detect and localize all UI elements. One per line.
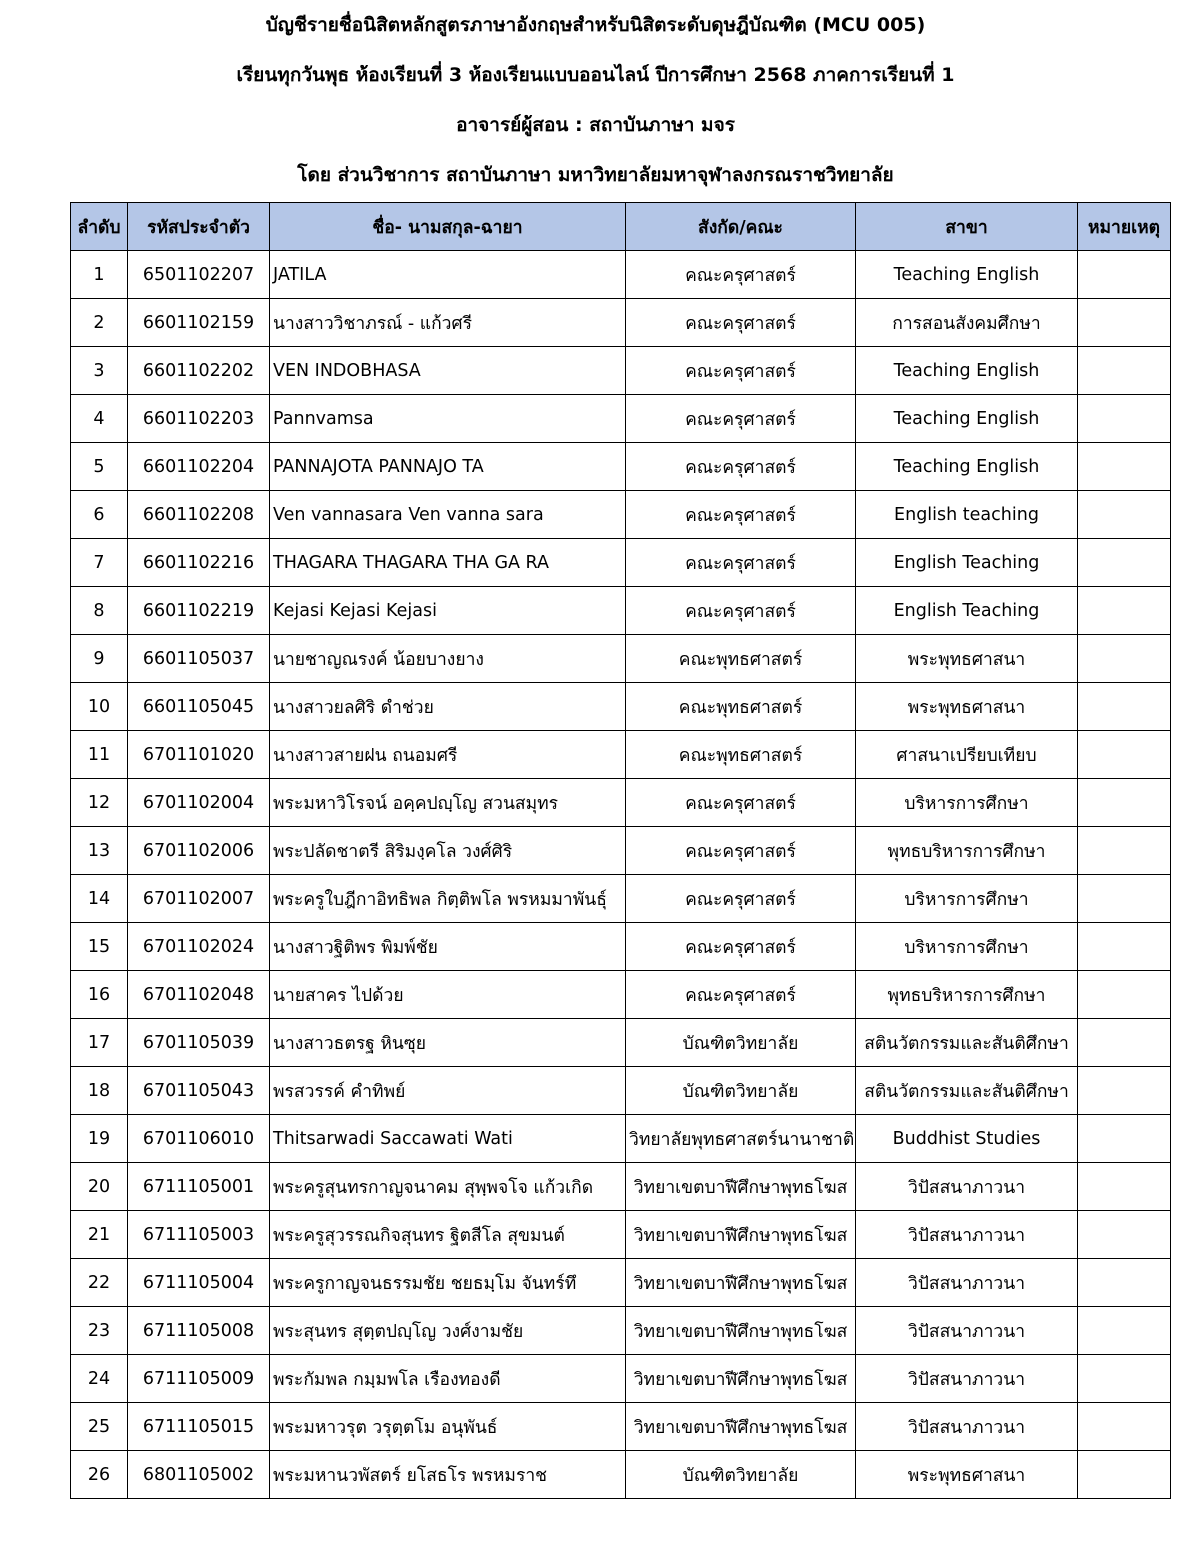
table-row <box>71 683 1171 731</box>
cell-major: English teaching <box>856 491 1078 539</box>
cell-student-id: 6711105003 <box>128 1211 270 1259</box>
cell-major: English Teaching <box>856 539 1078 587</box>
cell-name: นายชาญณรงค์ น้อยบางยาง <box>270 635 626 683</box>
cell-student-id: 6711105001 <box>128 1163 270 1211</box>
cell-major: ศาสนาเปรียบเทียบ <box>856 731 1078 779</box>
cell-faculty: บัณฑิตวิทยาลัย <box>626 1019 856 1067</box>
column-header-major: สาขา <box>856 203 1078 251</box>
cell-name: Pannvamsa <box>270 395 626 443</box>
cell-note <box>1078 395 1171 443</box>
cell-student-id: 6701105043 <box>128 1067 270 1115</box>
cell-faculty: คณะครุศาสตร์ <box>626 347 856 395</box>
table-row <box>71 587 1171 635</box>
cell-number: 5 <box>71 443 128 491</box>
cell-number: 14 <box>71 875 128 923</box>
document-title: บัญชีรายชื่อนิสิตหลักสูตรภาษาอังกฤษสำหรับนิสิตระดับดุษฎีบัณฑิต (MCU 005) <box>265 14 926 36</box>
cell-student-id: 6601102216 <box>128 539 270 587</box>
table-row <box>71 443 1171 491</box>
cell-number: 7 <box>71 539 128 587</box>
table-row <box>71 1067 1171 1115</box>
cell-number: 19 <box>71 1115 128 1163</box>
cell-student-id: 6711105008 <box>128 1307 270 1355</box>
cell-student-id: 6601102203 <box>128 395 270 443</box>
cell-faculty: วิทยาลัยพุทธศาสตร์นานาชาติ <box>626 1115 856 1163</box>
cell-number: 16 <box>71 971 128 1019</box>
cell-major: Buddhist Studies <box>856 1115 1078 1163</box>
table-row <box>71 827 1171 875</box>
cell-name: พระครูสุวรรณกิจสุนทร ฐิตสีโล สุขมนต์ <box>270 1211 626 1259</box>
instructor-line: อาจารย์ผู้สอน : สถาบันภาษา มจร <box>456 114 735 136</box>
cell-major: Teaching English <box>856 347 1078 395</box>
cell-faculty: คณะครุศาสตร์ <box>626 395 856 443</box>
column-header-note: หมายเหตุ <box>1078 203 1171 251</box>
cell-name: นายสาคร ไปด้วย <box>270 971 626 1019</box>
table-row <box>71 1259 1171 1307</box>
cell-name: พระกัมพล กมฺมพโล เรืองทองดี <box>270 1355 626 1403</box>
cell-number: 3 <box>71 347 128 395</box>
cell-faculty: คณะครุศาสตร์ <box>626 299 856 347</box>
cell-faculty: บัณฑิตวิทยาลัย <box>626 1067 856 1115</box>
cell-faculty: วิทยาเขตบาฬีศึกษาพุทธโฆส <box>626 1163 856 1211</box>
cell-major: สตินวัตกรรมและสันติศึกษา <box>856 1019 1078 1067</box>
cell-student-id: 6711105015 <box>128 1403 270 1451</box>
cell-name: นางสาวธตรฐ หินซุย <box>270 1019 626 1067</box>
cell-major: Teaching English <box>856 443 1078 491</box>
cell-note <box>1078 347 1171 395</box>
cell-faculty: คณะครุศาสตร์ <box>626 491 856 539</box>
cell-note <box>1078 443 1171 491</box>
class-schedule-line: เรียนทุกวันพุธ ห้องเรียนที่ 3 ห้องเรียนแบบออนไลน์ ปีการศึกษา 2568 ภาคการเรียนที่ 1 <box>236 64 955 86</box>
cell-name: นางสาวฐิติพร พิมพ์ชัย <box>270 923 626 971</box>
table-row <box>71 875 1171 923</box>
cell-name: Thitsarwadi Saccawati Wati <box>270 1115 626 1163</box>
cell-major: พระพุทธศาสนา <box>856 635 1078 683</box>
cell-note <box>1078 731 1171 779</box>
table-row <box>71 299 1171 347</box>
table-row <box>71 779 1171 827</box>
cell-note <box>1078 827 1171 875</box>
cell-note <box>1078 923 1171 971</box>
cell-student-id: 6701101020 <box>128 731 270 779</box>
table-row <box>71 347 1171 395</box>
cell-note <box>1078 875 1171 923</box>
cell-number: 6 <box>71 491 128 539</box>
cell-faculty: คณะครุศาสตร์ <box>626 923 856 971</box>
column-header-faculty: สังกัด/คณะ <box>626 203 856 251</box>
cell-major: สตินวัตกรรมและสันติศึกษา <box>856 1067 1078 1115</box>
cell-major: วิปัสสนาภาวนา <box>856 1307 1078 1355</box>
cell-student-id: 6501102207 <box>128 251 270 299</box>
cell-note <box>1078 1451 1171 1499</box>
cell-note <box>1078 1019 1171 1067</box>
cell-name: นางสาวยลศิริ ดำช่วย <box>270 683 626 731</box>
cell-major: วิปัสสนาภาวนา <box>856 1259 1078 1307</box>
cell-number: 17 <box>71 1019 128 1067</box>
column-header-student-id: รหัสประจำตัว <box>128 203 270 251</box>
cell-major: บริหารการศึกษา <box>856 779 1078 827</box>
cell-name: VEN INDOBHASA <box>270 347 626 395</box>
table-row <box>71 395 1171 443</box>
cell-number: 1 <box>71 251 128 299</box>
table-row <box>71 251 1171 299</box>
cell-name: พระมหานวพัสตร์ ยโสธโร พรหมราช <box>270 1451 626 1499</box>
cell-faculty: คณะพุทธศาสตร์ <box>626 731 856 779</box>
cell-note <box>1078 1259 1171 1307</box>
cell-note <box>1078 587 1171 635</box>
cell-student-id: 6601102202 <box>128 347 270 395</box>
cell-number: 21 <box>71 1211 128 1259</box>
cell-faculty: วิทยาเขตบาฬีศึกษาพุทธโฆส <box>626 1307 856 1355</box>
cell-student-id: 6701106010 <box>128 1115 270 1163</box>
table-row <box>71 1019 1171 1067</box>
cell-faculty: คณะพุทธศาสตร์ <box>626 635 856 683</box>
cell-major: บริหารการศึกษา <box>856 923 1078 971</box>
cell-major: พระพุทธศาสนา <box>856 1451 1078 1499</box>
cell-note <box>1078 1115 1171 1163</box>
cell-number: 22 <box>71 1259 128 1307</box>
cell-faculty: คณะครุศาสตร์ <box>626 587 856 635</box>
cell-number: 9 <box>71 635 128 683</box>
cell-number: 25 <box>71 1403 128 1451</box>
cell-name: Ven vannasara Ven vanna sara <box>270 491 626 539</box>
cell-student-id: 6801105002 <box>128 1451 270 1499</box>
cell-major: วิปัสสนาภาวนา <box>856 1211 1078 1259</box>
cell-note <box>1078 779 1171 827</box>
cell-note <box>1078 299 1171 347</box>
cell-faculty: บัณฑิตวิทยาลัย <box>626 1451 856 1499</box>
cell-note <box>1078 683 1171 731</box>
cell-faculty: คณะครุศาสตร์ <box>626 875 856 923</box>
cell-note <box>1078 635 1171 683</box>
cell-major: การสอนสังคมศึกษา <box>856 299 1078 347</box>
cell-student-id: 6701105039 <box>128 1019 270 1067</box>
table-row <box>71 1403 1171 1451</box>
cell-major: วิปัสสนาภาวนา <box>856 1355 1078 1403</box>
cell-number: 2 <box>71 299 128 347</box>
cell-student-id: 6601102219 <box>128 587 270 635</box>
cell-number: 11 <box>71 731 128 779</box>
cell-name: พระครูกาญจนธรรมชัย ชยธมฺโม จันทร์ทึ <box>270 1259 626 1307</box>
cell-name: พระสุนทร สุตฺตปญฺโญ วงศ์งามชัย <box>270 1307 626 1355</box>
cell-faculty: วิทยาเขตบาฬีศึกษาพุทธโฆส <box>626 1211 856 1259</box>
cell-student-id: 6601102204 <box>128 443 270 491</box>
table-row <box>71 1451 1171 1499</box>
cell-student-id: 6601102208 <box>128 491 270 539</box>
cell-name: พระครูสุนทรกาญจนาคม สุพฺพจโจ แก้วเกิด <box>270 1163 626 1211</box>
cell-number: 24 <box>71 1355 128 1403</box>
cell-faculty: คณะครุศาสตร์ <box>626 251 856 299</box>
table-row <box>71 1355 1171 1403</box>
cell-student-id: 6601102159 <box>128 299 270 347</box>
cell-number: 4 <box>71 395 128 443</box>
cell-student-id: 6701102048 <box>128 971 270 1019</box>
cell-number: 8 <box>71 587 128 635</box>
table-row <box>71 1115 1171 1163</box>
cell-note <box>1078 1211 1171 1259</box>
cell-major: พุทธบริหารการศึกษา <box>856 827 1078 875</box>
cell-student-id: 6701102007 <box>128 875 270 923</box>
table-row <box>71 635 1171 683</box>
cell-faculty: วิทยาเขตบาฬีศึกษาพุทธโฆส <box>626 1355 856 1403</box>
cell-student-id: 6711105004 <box>128 1259 270 1307</box>
cell-name: พรสวรรค์ คำทิพย์ <box>270 1067 626 1115</box>
cell-note <box>1078 971 1171 1019</box>
column-header-number: ลำดับ <box>71 203 128 251</box>
cell-student-id: 6701102006 <box>128 827 270 875</box>
cell-student-id: 6601105037 <box>128 635 270 683</box>
cell-name: PANNAJOTA PANNAJO TA <box>270 443 626 491</box>
cell-number: 23 <box>71 1307 128 1355</box>
cell-major: พุทธบริหารการศึกษา <box>856 971 1078 1019</box>
column-header-name: ชื่อ- นามสกุล-ฉายา <box>270 203 626 251</box>
cell-name: พระครูใบฎีกาอิทธิพล กิตฺติพโล พรหมมาพันธุ์ <box>270 875 626 923</box>
cell-name: นางสาววิชาภรณ์ - แก้วศรี <box>270 299 626 347</box>
cell-number: 18 <box>71 1067 128 1115</box>
cell-major: วิปัสสนาภาวนา <box>856 1403 1078 1451</box>
table-row <box>71 731 1171 779</box>
student-list-table <box>70 202 1171 1499</box>
table-row <box>71 539 1171 587</box>
cell-number: 20 <box>71 1163 128 1211</box>
table-row <box>71 1163 1171 1211</box>
cell-number: 26 <box>71 1451 128 1499</box>
cell-note <box>1078 1163 1171 1211</box>
cell-note <box>1078 1355 1171 1403</box>
cell-note <box>1078 1307 1171 1355</box>
cell-student-id: 6701102024 <box>128 923 270 971</box>
cell-note <box>1078 1403 1171 1451</box>
cell-major: Teaching English <box>856 251 1078 299</box>
cell-number: 13 <box>71 827 128 875</box>
cell-major: English Teaching <box>856 587 1078 635</box>
table-header-row <box>71 203 1171 251</box>
cell-faculty: คณะพุทธศาสตร์ <box>626 683 856 731</box>
table-row <box>71 1211 1171 1259</box>
cell-name: THAGARA THAGARA THA GA RA <box>270 539 626 587</box>
cell-major: วิปัสสนาภาวนา <box>856 1163 1078 1211</box>
table-header <box>71 203 1171 251</box>
cell-faculty: คณะครุศาสตร์ <box>626 971 856 1019</box>
cell-number: 15 <box>71 923 128 971</box>
cell-number: 12 <box>71 779 128 827</box>
cell-faculty: คณะครุศาสตร์ <box>626 539 856 587</box>
cell-name: นางสาวสายฝน ถนอมศรี <box>270 731 626 779</box>
cell-name: JATILA <box>270 251 626 299</box>
cell-major: Teaching English <box>856 395 1078 443</box>
cell-name: พระมหาวรุต วรุตฺตโม อนุพันธ์ <box>270 1403 626 1451</box>
department-line: โดย ส่วนวิชาการ สถาบันภาษา มหาวิทยาลัยมหาจุฬาลงกรณราชวิทยาลัย <box>297 164 894 186</box>
table-row <box>71 491 1171 539</box>
cell-faculty: คณะครุศาสตร์ <box>626 827 856 875</box>
cell-major: บริหารการศึกษา <box>856 875 1078 923</box>
cell-faculty: วิทยาเขตบาฬีศึกษาพุทธโฆส <box>626 1259 856 1307</box>
cell-note <box>1078 539 1171 587</box>
table-row <box>71 1307 1171 1355</box>
cell-faculty: คณะครุศาสตร์ <box>626 779 856 827</box>
cell-faculty: วิทยาเขตบาฬีศึกษาพุทธโฆส <box>626 1403 856 1451</box>
cell-note <box>1078 491 1171 539</box>
cell-student-id: 6711105009 <box>128 1355 270 1403</box>
cell-name: Kejasi Kejasi Kejasi <box>270 587 626 635</box>
cell-number: 10 <box>71 683 128 731</box>
cell-note <box>1078 251 1171 299</box>
table-row <box>71 971 1171 1019</box>
table-body <box>71 251 1171 1499</box>
cell-major: พระพุทธศาสนา <box>856 683 1078 731</box>
table-row <box>71 923 1171 971</box>
cell-note <box>1078 1067 1171 1115</box>
cell-student-id: 6601105045 <box>128 683 270 731</box>
cell-student-id: 6701102004 <box>128 779 270 827</box>
cell-name: พระปลัดชาตรี สิริมงฺคโล วงศ์ศิริ <box>270 827 626 875</box>
cell-faculty: คณะครุศาสตร์ <box>626 443 856 491</box>
cell-name: พระมหาวิโรจน์ อคฺคปญฺโญ สวนสมุทร <box>270 779 626 827</box>
